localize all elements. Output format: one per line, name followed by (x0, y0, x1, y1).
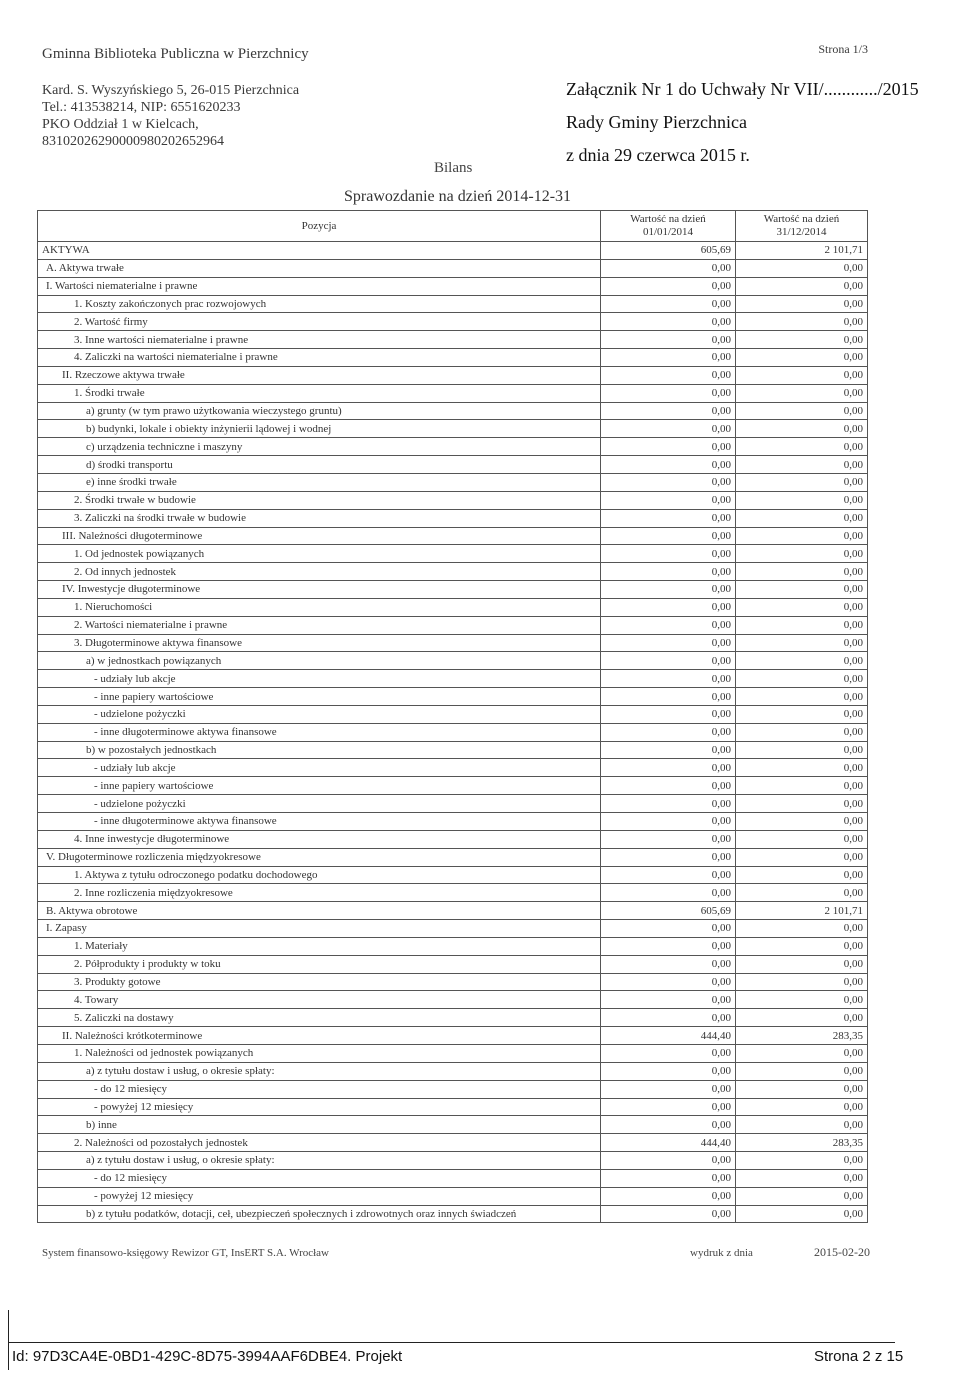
value-end: 0,00 (736, 366, 868, 384)
table-row (38, 795, 868, 813)
value-start: 605,69 (601, 902, 736, 920)
divider (8, 1342, 895, 1343)
value-start: 0,00 (601, 937, 736, 955)
row-label: 3. Zaliczki na środki trwałe w budowie (38, 509, 601, 527)
row-label: 2. Od innych jednostek (38, 563, 601, 581)
table-row (38, 1116, 868, 1134)
row-label: I. Zapasy (38, 920, 601, 938)
value-end: 0,00 (736, 527, 868, 545)
table-row (38, 1169, 868, 1187)
balance-sheet-table (37, 210, 868, 1223)
table-row (38, 777, 868, 795)
value-start: 0,00 (601, 688, 736, 706)
table-row (38, 1044, 868, 1062)
table-row (38, 545, 868, 563)
value-end: 0,00 (736, 688, 868, 706)
column-header-position: Pozycja (38, 211, 601, 242)
value-end: 0,00 (736, 884, 868, 902)
value-start: 0,00 (601, 527, 736, 545)
table-row (38, 973, 868, 991)
row-label: - inne papiery wartościowe (38, 688, 601, 706)
value-end: 0,00 (736, 438, 868, 456)
table-row (38, 509, 868, 527)
value-end: 0,00 (736, 1098, 868, 1116)
value-start: 605,69 (601, 242, 736, 260)
value-start: 0,00 (601, 759, 736, 777)
table-row (38, 402, 868, 420)
row-label: III. Należności długoterminowe (38, 527, 601, 545)
value-start: 444,40 (601, 1134, 736, 1152)
row-label: 2. Wartości niematerialne i prawne (38, 616, 601, 634)
table-row (38, 670, 868, 688)
column-header-start (601, 211, 736, 242)
value-end: 0,00 (736, 937, 868, 955)
value-start: 0,00 (601, 473, 736, 491)
value-end: 0,00 (736, 598, 868, 616)
table-row (38, 242, 868, 260)
value-end: 0,00 (736, 1044, 868, 1062)
row-label: d) środki transportu (38, 456, 601, 474)
footer-printout-date: 2015-02-20 (814, 1245, 870, 1259)
value-start: 0,00 (601, 616, 736, 634)
address-line: Kard. S. Wyszyńskiego 5, 26-015 Pierzchnica (42, 83, 300, 98)
value-end: 0,00 (736, 705, 868, 723)
value-start: 0,00 (601, 1062, 736, 1080)
document-id: Id: 97D3CA4E-0BD1-429C-8D75-3994AAF6DBE4. Projekt (12, 1348, 403, 1365)
row-label: - do 12 miesięcy (38, 1080, 601, 1098)
table-row (38, 313, 868, 331)
row-label: 1. Koszty zakończonych prac rozwojowych (38, 295, 601, 313)
value-start: 0,00 (601, 920, 736, 938)
row-label: - udzielone pożyczki (38, 795, 601, 813)
footer-printout-label: wydruk z dnia (690, 1247, 753, 1259)
row-label: - inne długoterminowe aktywa finansowe (38, 723, 601, 741)
value-start: 444,40 (601, 1027, 736, 1045)
attachment-note (566, 73, 919, 172)
attachment-line: Załącznik Nr 1 do Uchwały Nr VII/............/2015 (566, 79, 919, 99)
value-start: 0,00 (601, 1009, 736, 1027)
table-row (38, 1062, 868, 1080)
table-row (38, 813, 868, 831)
value-start: 0,00 (601, 652, 736, 670)
table-row (38, 581, 868, 599)
value-start: 0,00 (601, 1169, 736, 1187)
page-counter: Strona 2 z 15 (814, 1348, 904, 1365)
value-end: 0,00 (736, 955, 868, 973)
value-start: 0,00 (601, 402, 736, 420)
table-row (38, 991, 868, 1009)
table-row (38, 384, 868, 402)
value-start: 0,00 (601, 670, 736, 688)
value-end: 0,00 (736, 1062, 868, 1080)
value-end: 0,00 (736, 1205, 868, 1223)
report-date: Sprawozdanie na dzień 2014-12-31 (344, 188, 572, 205)
table-row (38, 527, 868, 545)
value-end: 0,00 (736, 259, 868, 277)
value-end: 0,00 (736, 1187, 868, 1205)
value-end: 2 101,71 (736, 242, 868, 260)
value-end: 0,00 (736, 295, 868, 313)
value-end: 0,00 (736, 991, 868, 1009)
value-start: 0,00 (601, 259, 736, 277)
value-start: 0,00 (601, 973, 736, 991)
table-row (38, 259, 868, 277)
value-start: 0,00 (601, 723, 736, 741)
row-label: B. Aktywa obrotowe (38, 902, 601, 920)
row-label: - powyżej 12 miesięcy (38, 1098, 601, 1116)
row-label: - udziały lub akcje (38, 670, 601, 688)
value-end: 0,00 (736, 741, 868, 759)
table-row (38, 295, 868, 313)
value-end: 0,00 (736, 634, 868, 652)
row-label: 3. Produkty gotowe (38, 973, 601, 991)
row-label: a) z tytułu dostaw i usług, o okresie spłaty: (38, 1152, 601, 1170)
row-label: 3. Długoterminowe aktywa finansowe (38, 634, 601, 652)
value-end: 0,00 (736, 402, 868, 420)
value-end: 0,00 (736, 456, 868, 474)
value-end: 0,00 (736, 331, 868, 349)
row-label: 4. Inne inwestycje długoterminowe (38, 830, 601, 848)
table-row (38, 1152, 868, 1170)
attachment-line: Rady Gminy Pierzchnica (566, 112, 747, 132)
row-label: 1. Od jednostek powiązanych (38, 545, 601, 563)
value-start: 0,00 (601, 277, 736, 295)
value-start: 0,00 (601, 420, 736, 438)
value-start: 0,00 (601, 866, 736, 884)
value-start: 0,00 (601, 1044, 736, 1062)
value-start: 0,00 (601, 491, 736, 509)
table-row (38, 420, 868, 438)
row-label: 2. Inne rozliczenia międzyokresowe (38, 884, 601, 902)
row-label: 2. Należności od pozostałych jednostek (38, 1134, 601, 1152)
row-label: 1. Materiały (38, 937, 601, 955)
header-line: Wartość na dzień (763, 213, 840, 225)
value-start: 0,00 (601, 349, 736, 367)
value-start: 0,00 (601, 1187, 736, 1205)
value-end: 0,00 (736, 777, 868, 795)
row-label: c) urządzenia techniczne i maszyny (38, 438, 601, 456)
value-end: 0,00 (736, 581, 868, 599)
table-row (38, 1134, 868, 1152)
row-label: - udziały lub akcje (38, 759, 601, 777)
value-end: 0,00 (736, 866, 868, 884)
value-end: 0,00 (736, 563, 868, 581)
value-start: 0,00 (601, 313, 736, 331)
row-label: 2. Półprodukty i produkty w toku (38, 955, 601, 973)
row-label: a) w jednostkach powiązanych (38, 652, 601, 670)
value-start: 0,00 (601, 456, 736, 474)
value-end: 0,00 (736, 1080, 868, 1098)
organization-address (42, 82, 299, 150)
value-start: 0,00 (601, 830, 736, 848)
value-start: 0,00 (601, 366, 736, 384)
row-label: I. Wartości niematerialne i prawne (38, 277, 601, 295)
value-end: 283,35 (736, 1134, 868, 1152)
value-end: 0,00 (736, 1009, 868, 1027)
table-row (38, 866, 868, 884)
value-start: 0,00 (601, 777, 736, 795)
address-line: Tel.: 413538214, NIP: 6551620233 (42, 100, 241, 115)
value-start: 0,00 (601, 1080, 736, 1098)
table-row (38, 741, 868, 759)
row-label: 1. Należności od jednostek powiązanych (38, 1044, 601, 1062)
table-row (38, 920, 868, 938)
address-line: 83102026290000980202652964 (42, 134, 224, 149)
value-end: 283,35 (736, 1027, 868, 1045)
table-row (38, 349, 868, 367)
row-label: 5. Zaliczki na dostawy (38, 1009, 601, 1027)
table-row (38, 705, 868, 723)
table-row (38, 1098, 868, 1116)
table-row (38, 634, 868, 652)
table-row (38, 1080, 868, 1098)
value-start: 0,00 (601, 813, 736, 831)
table-row (38, 830, 868, 848)
row-label: - inne długoterminowe aktywa finansowe (38, 813, 601, 831)
value-start: 0,00 (601, 598, 736, 616)
value-end: 0,00 (736, 1169, 868, 1187)
row-label: 4. Towary (38, 991, 601, 1009)
value-end: 0,00 (736, 384, 868, 402)
value-end: 0,00 (736, 491, 868, 509)
value-end: 0,00 (736, 813, 868, 831)
value-start: 0,00 (601, 1205, 736, 1223)
row-label: II. Należności krótkoterminowe (38, 1027, 601, 1045)
table-row (38, 563, 868, 581)
table-row (38, 652, 868, 670)
value-end: 0,00 (736, 723, 868, 741)
value-start: 0,00 (601, 545, 736, 563)
row-label: a) z tytułu dostaw i usług, o okresie spłaty: (38, 1062, 601, 1080)
row-label: - inne papiery wartościowe (38, 777, 601, 795)
row-label: - udzielone pożyczki (38, 705, 601, 723)
value-end: 0,00 (736, 473, 868, 491)
value-end: 0,00 (736, 795, 868, 813)
value-end: 0,00 (736, 830, 868, 848)
row-label: 1. Aktywa z tytułu odroczonego podatku dochodowego (38, 866, 601, 884)
table-row (38, 473, 868, 491)
row-label: A. Aktywa trwałe (38, 259, 601, 277)
value-end: 0,00 (736, 313, 868, 331)
column-header-end (736, 211, 868, 242)
row-label: b) inne (38, 1116, 601, 1134)
row-label: IV. Inwestycje długoterminowe (38, 581, 601, 599)
footer-system-info: System finansowo-księgowy Rewizor GT, InsERT S.A. Wrocław (42, 1247, 329, 1259)
document-title: Bilans (434, 160, 473, 176)
value-end: 0,00 (736, 670, 868, 688)
table-row (38, 616, 868, 634)
row-label: 2. Środki trwałe w budowie (38, 491, 601, 509)
value-start: 0,00 (601, 848, 736, 866)
value-end: 0,00 (736, 848, 868, 866)
value-end: 0,00 (736, 920, 868, 938)
table-row (38, 1027, 868, 1045)
value-start: 0,00 (601, 1116, 736, 1134)
header-line: Wartość na dzień (630, 213, 706, 225)
value-start: 0,00 (601, 991, 736, 1009)
divider (8, 1310, 9, 1370)
row-label: V. Długoterminowe rozliczenia międzyokresowe (38, 848, 601, 866)
value-start: 0,00 (601, 563, 736, 581)
row-label: II. Rzeczowe aktywa trwałe (38, 366, 601, 384)
value-end: 0,00 (736, 349, 868, 367)
report-page-number: Strona 1/3 (818, 42, 868, 56)
table-row (38, 848, 868, 866)
row-label: 4. Zaliczki na wartości niematerialne i prawne (38, 349, 601, 367)
value-start: 0,00 (601, 438, 736, 456)
table-row (38, 688, 868, 706)
organization-name: Gminna Biblioteka Publiczna w Pierzchnicy (42, 46, 309, 62)
value-end: 0,00 (736, 545, 868, 563)
row-label: - powyżej 12 miesięcy (38, 1187, 601, 1205)
value-start: 0,00 (601, 884, 736, 902)
value-start: 0,00 (601, 634, 736, 652)
header-line: 01/01/2014 (642, 226, 694, 238)
table-row (38, 331, 868, 349)
value-end: 0,00 (736, 973, 868, 991)
row-label: b) z tytułu podatków, dotacji, ceł, ubezpieczeń społecznych i zdrowotnych oraz innych świadczeń (38, 1205, 601, 1223)
value-start: 0,00 (601, 509, 736, 527)
table-row (38, 937, 868, 955)
value-start: 0,00 (601, 955, 736, 973)
row-label: a) grunty (w tym prawo użytkowania wieczystego gruntu) (38, 402, 601, 420)
table-row (38, 598, 868, 616)
table-row (38, 884, 868, 902)
value-start: 0,00 (601, 741, 736, 759)
value-start: 0,00 (601, 1098, 736, 1116)
table-row (38, 1187, 868, 1205)
table-row (38, 759, 868, 777)
table-row (38, 723, 868, 741)
row-label: e) inne środki trwałe (38, 473, 601, 491)
value-start: 0,00 (601, 705, 736, 723)
value-start: 0,00 (601, 384, 736, 402)
value-end: 0,00 (736, 652, 868, 670)
table-row (38, 438, 868, 456)
value-end: 0,00 (736, 420, 868, 438)
value-end: 0,00 (736, 616, 868, 634)
value-end: 0,00 (736, 509, 868, 527)
row-label: AKTYWA (38, 242, 601, 260)
value-end: 0,00 (736, 1116, 868, 1134)
value-start: 0,00 (601, 295, 736, 313)
attachment-line: z dnia 29 czerwca 2015 r. (566, 145, 750, 165)
table-row (38, 491, 868, 509)
header-line: 31/12/2014 (776, 226, 827, 238)
value-start: 0,00 (601, 581, 736, 599)
value-start: 0,00 (601, 331, 736, 349)
table-row (38, 902, 868, 920)
row-label: 2. Wartość firmy (38, 313, 601, 331)
value-start: 0,00 (601, 795, 736, 813)
table-row (38, 277, 868, 295)
row-label: b) budynki, lokale i obiekty inżynierii lądowej i wodnej (38, 420, 601, 438)
address-line: PKO Oddział 1 w Kielcach, (42, 117, 199, 132)
row-label: 3. Inne wartości niematerialne i prawne (38, 331, 601, 349)
value-end: 2 101,71 (736, 902, 868, 920)
table-row (38, 366, 868, 384)
value-end: 0,00 (736, 759, 868, 777)
table-row (38, 456, 868, 474)
row-label: b) w pozostałych jednostkach (38, 741, 601, 759)
table-header-row (38, 211, 868, 242)
row-label: 1. Nieruchomości (38, 598, 601, 616)
row-label: - do 12 miesięcy (38, 1169, 601, 1187)
table-row (38, 955, 868, 973)
row-label: 1. Środki trwałe (38, 384, 601, 402)
table-row (38, 1205, 868, 1223)
value-end: 0,00 (736, 277, 868, 295)
value-end: 0,00 (736, 1152, 868, 1170)
value-start: 0,00 (601, 1152, 736, 1170)
table-row (38, 1009, 868, 1027)
